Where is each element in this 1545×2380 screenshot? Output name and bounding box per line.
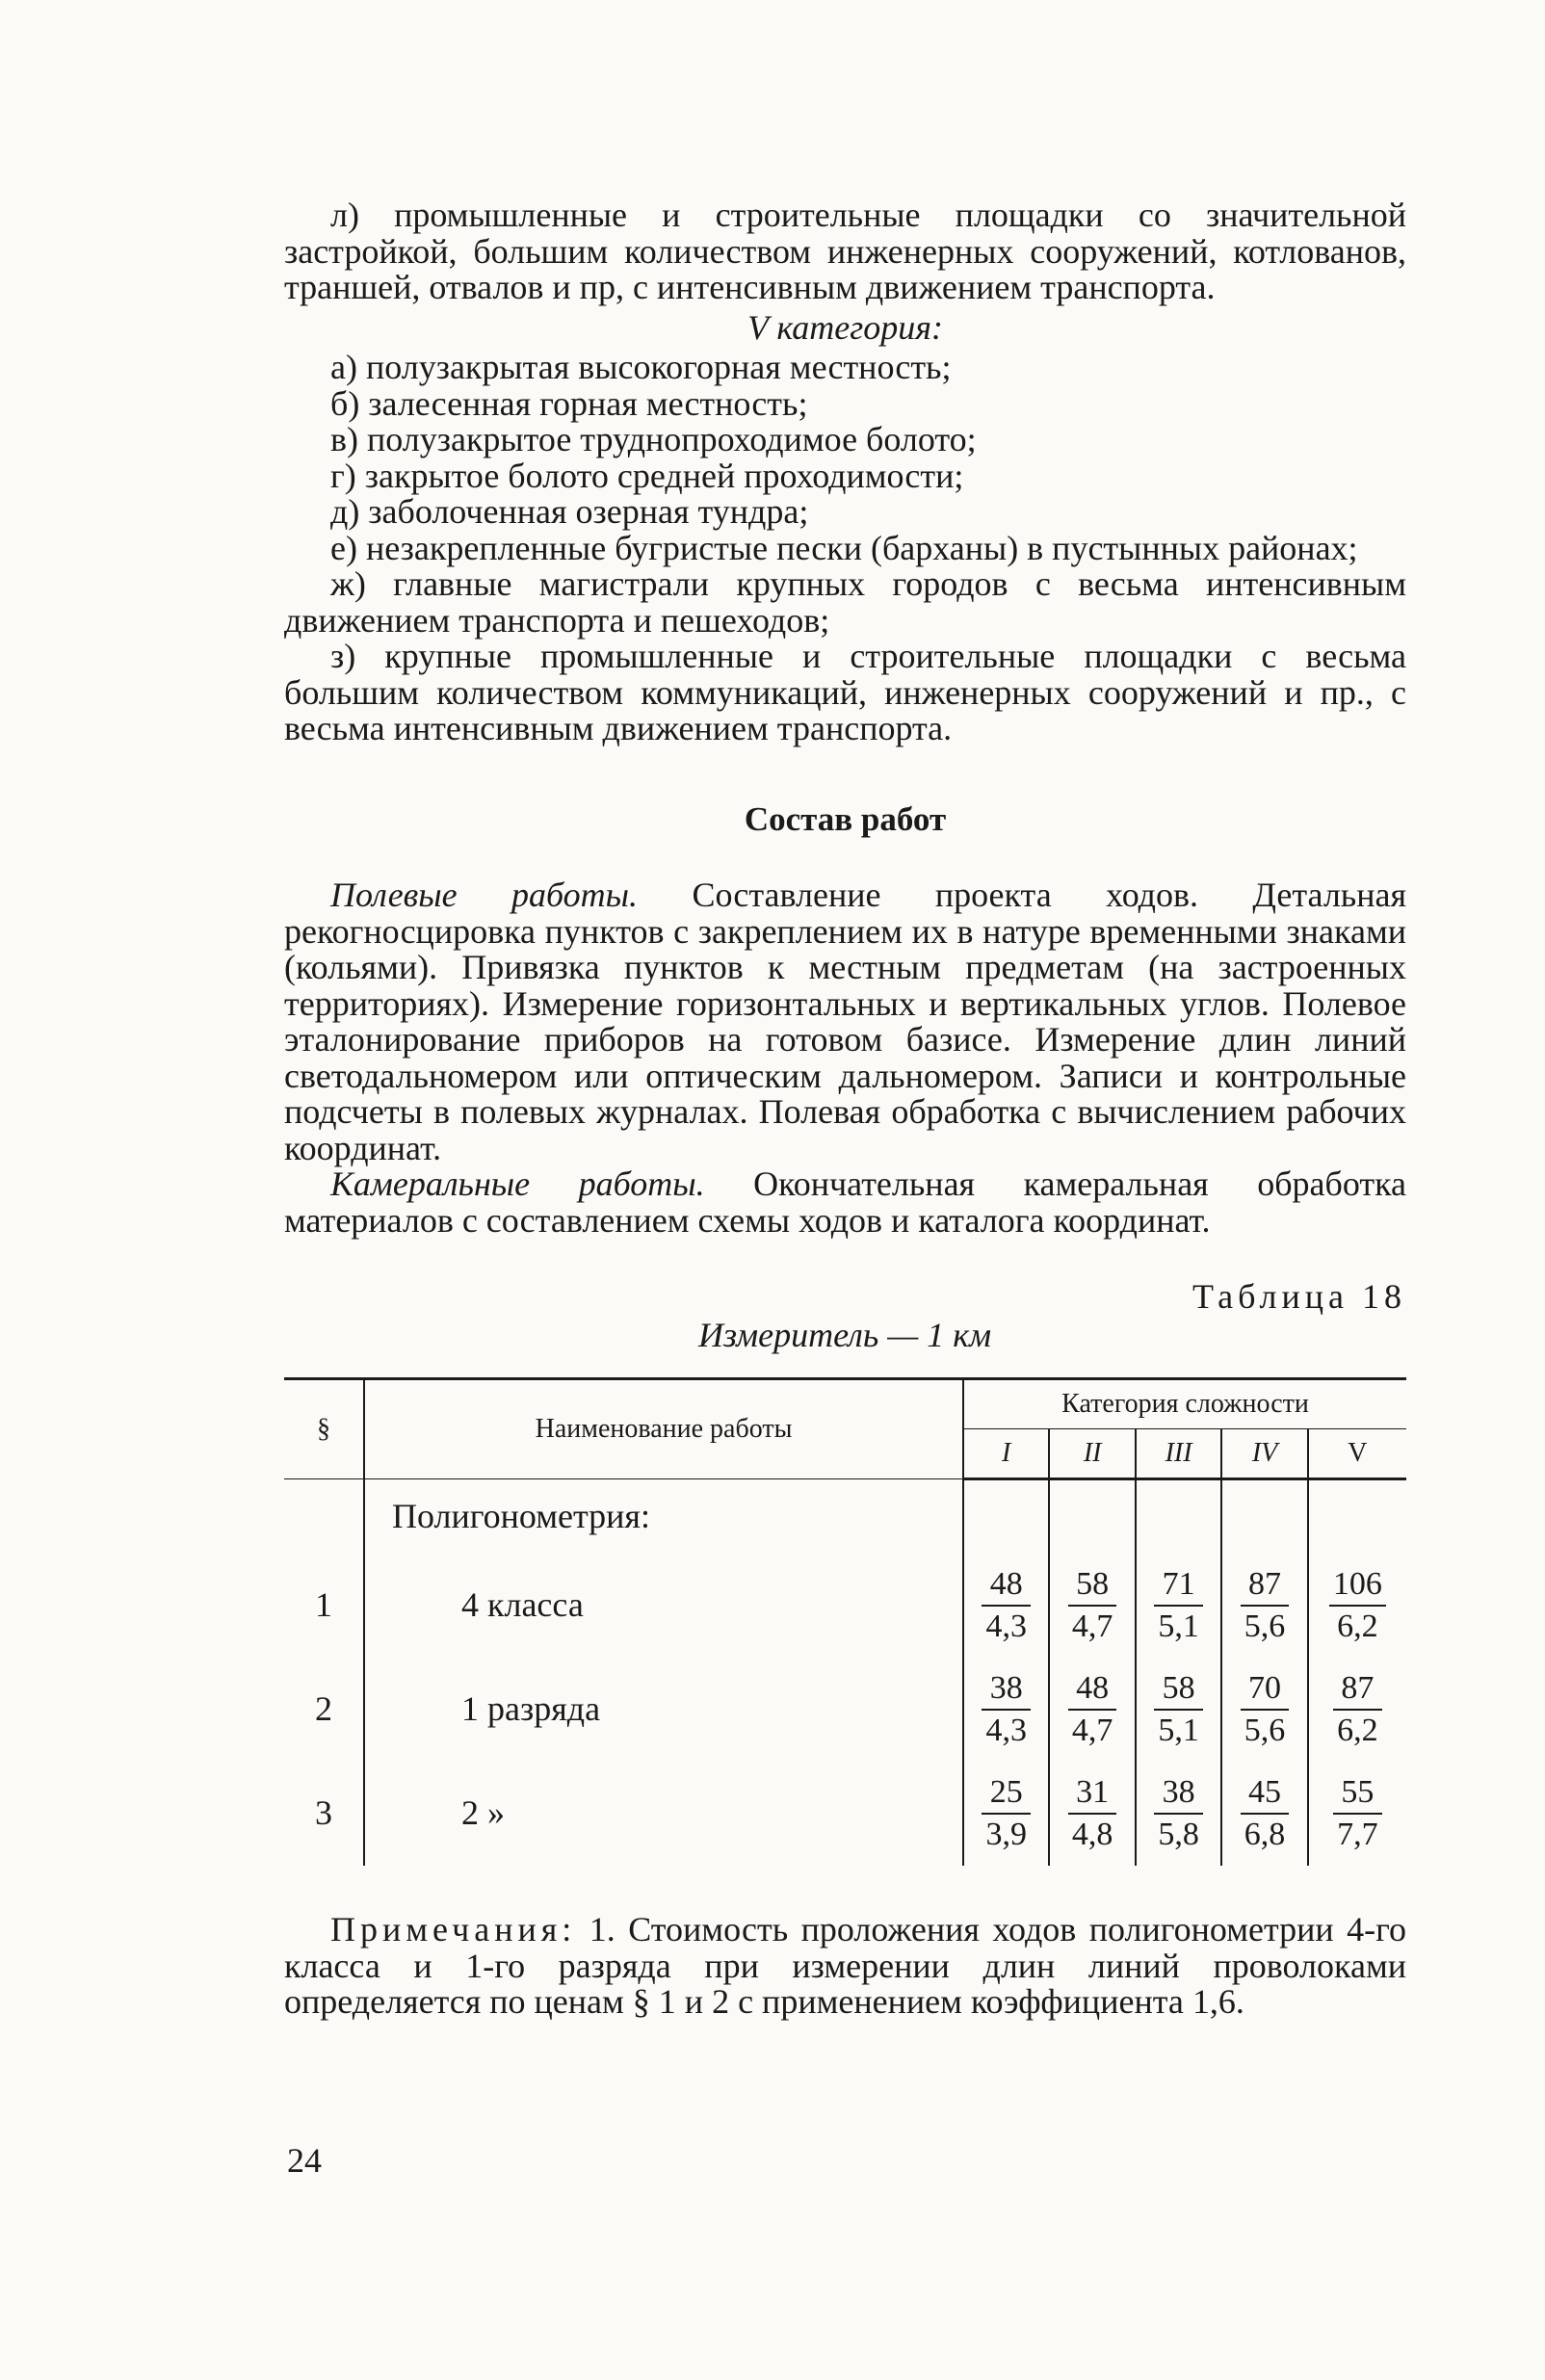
value-fraction: $\frac{48}{4,3}$ bbox=[982, 1564, 1031, 1647]
list-item: е) незакрепленные бугристые пески (барханы) в пустынных районах; bbox=[330, 528, 1358, 567]
notes-label: Примечания: bbox=[330, 1910, 577, 1948]
intro-paragraph: л) промышленные и строительные площадки со значительной застройкой, большим количеством инженерных сооружений, котлованов, траншей, отвалов и пр, с интенсивным движением транспорта. bbox=[284, 196, 1406, 306]
col-cat-header: II bbox=[1049, 1429, 1135, 1479]
value-fraction: $\frac{71}{5,1}$ bbox=[1154, 1564, 1203, 1647]
row-name: 2 » bbox=[364, 1762, 963, 1866]
category-v-list bbox=[284, 350, 1406, 747]
value-fraction: $\frac{58}{4,7}$ bbox=[1068, 1564, 1117, 1647]
row-section: 1 bbox=[315, 1585, 332, 1625]
office-work-label: Камеральные работы. bbox=[330, 1164, 705, 1203]
field-work-text: Составление проекта ходов. Детальная рекогносцировка пунктов с закреплением их в натуре временными знаками (кольями). Привязка пунктов к местным предметам (на застроенных территориях). Измерение горизонтальных и вертикальных углов. Полевое эталонирование приборов на готовом базисе. Измерение длин линий светодальномером или оптическим дальномером. Записи и контрольные подсчеты в полевых журналах. Полевая обработка с вычислением рабочих координат. bbox=[284, 876, 1407, 1167]
table-header-row bbox=[284, 1379, 1406, 1429]
list-item: б) залесенная горная местность; bbox=[330, 383, 808, 423]
table-group-row bbox=[284, 1479, 1406, 1555]
notes-text: 1. Стоимость проложения ходов полигонометрии 4-го класса и 1-го разряда при измерении длин линий проволоками определяется по ценам § 1 и 2 с применением коэффициента 1,6. bbox=[284, 1910, 1407, 2021]
list-item: в) полузакрытое труднопроходимое болото; bbox=[330, 420, 977, 458]
row-name: 1 разряда bbox=[364, 1658, 963, 1762]
table-unit: Измеритель — 1 км bbox=[698, 1316, 992, 1354]
col-name-header: Наименование работы bbox=[364, 1379, 963, 1479]
value-fraction: $\frac{55}{7,7}$ bbox=[1333, 1772, 1382, 1855]
row-section: 3 bbox=[315, 1793, 332, 1833]
notes-paragraph bbox=[284, 1912, 1406, 2021]
col-cat-header: IV bbox=[1221, 1429, 1307, 1479]
list-item: ж) главные магистрали крупных городов с весьма интенсивным движением транспорта и пешеходов; bbox=[284, 564, 1406, 640]
table-row bbox=[284, 1554, 1406, 1658]
value-fraction: $\frac{38}{4,3}$ bbox=[982, 1668, 1031, 1751]
office-work-text: Окончательная камеральная обработка материалов с составлением схемы ходов и каталога координат. bbox=[284, 1164, 1407, 1240]
group-label: Полигонометрия: bbox=[364, 1479, 963, 1555]
price-table bbox=[284, 1377, 1406, 1866]
category-v-heading: V категория: bbox=[746, 307, 944, 347]
value-fraction: $\frac{38}{5,8}$ bbox=[1154, 1772, 1203, 1855]
office-work-paragraph bbox=[284, 1166, 1406, 1239]
table-caption bbox=[284, 1279, 1406, 1364]
value-fraction: $\frac{31}{4,8}$ bbox=[1068, 1772, 1117, 1855]
field-work-paragraph bbox=[284, 877, 1406, 1166]
row-name: 4 класса bbox=[364, 1554, 963, 1658]
value-fraction: $\frac{70}{5,6}$ bbox=[1241, 1668, 1290, 1751]
list-item: а) полузакрытая высокогорная местность; bbox=[330, 348, 952, 386]
value-fraction: $\frac{87}{6,2}$ bbox=[1333, 1668, 1382, 1751]
value-fraction: $\frac{58}{5,1}$ bbox=[1154, 1668, 1203, 1751]
document-page bbox=[284, 197, 1406, 2021]
field-work-label: Полевые работы. bbox=[330, 876, 639, 914]
list-item: з) крупные промышленные и строительные площадки с весьма большим количеством коммуникаций, инженерных сооружений и пр., с весьма интенсивным движением транспорта. bbox=[284, 637, 1406, 747]
section-heading: Состав работ bbox=[744, 799, 947, 838]
col-cat-header: III bbox=[1136, 1429, 1221, 1479]
col-section-header: § bbox=[284, 1379, 364, 1479]
value-fraction: $\frac{106}{6,2}$ bbox=[1329, 1564, 1386, 1647]
value-fraction: $\frac{25}{3,9}$ bbox=[982, 1772, 1031, 1855]
col-cat-header: I bbox=[963, 1429, 1049, 1479]
col-cat-header: V bbox=[1308, 1429, 1406, 1479]
value-fraction: $\frac{87}{5,6}$ bbox=[1241, 1564, 1290, 1647]
table-label: Таблица 18 bbox=[1192, 1277, 1406, 1316]
col-group-header: Категория сложности bbox=[963, 1379, 1406, 1429]
table-row bbox=[284, 1762, 1406, 1866]
value-fraction: $\frac{45}{6,8}$ bbox=[1241, 1772, 1290, 1855]
list-item: д) заболоченная озерная тундра; bbox=[330, 492, 809, 531]
list-item: г) закрытое болото средней проходимости; bbox=[330, 456, 964, 495]
row-section: 2 bbox=[315, 1689, 332, 1729]
value-fraction: $\frac{48}{4,7}$ bbox=[1068, 1668, 1117, 1751]
page-number: 24 bbox=[287, 2141, 322, 2180]
table-row bbox=[284, 1658, 1406, 1762]
